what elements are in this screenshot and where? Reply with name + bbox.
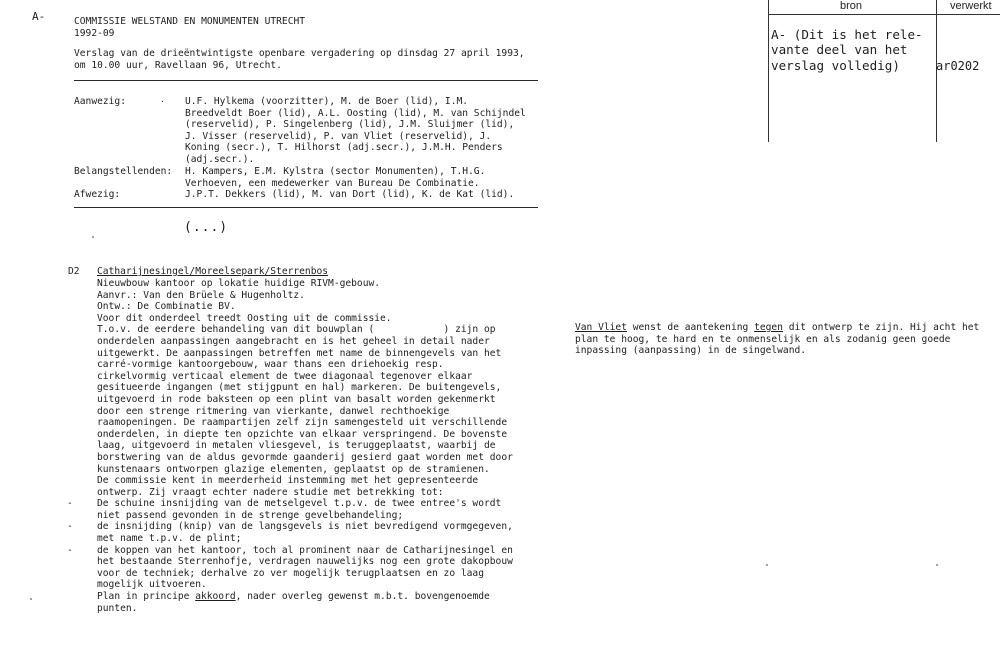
stakeholders-line: H. Kampers, E.M. Kylstra (sector Monumenten), T.H.G. [185,166,486,177]
bullet-dash: - [67,544,73,556]
present-line: (adj.secr.). [185,153,255,165]
note-verdict: tegen [754,322,783,333]
minority-note-line [575,322,979,334]
source-table [768,0,1000,142]
bullet-line: met name t.p.v. de plint; [97,533,242,545]
header-divider [74,80,538,81]
bron-cell [771,27,923,73]
body-line: Ontw.: De Combinatie BV. [97,301,236,313]
minority-note-line: inpassing (aanpassing) in de singelwand. [575,345,807,357]
bullet-dash: - [67,521,73,533]
report-number: 1992-09 [74,28,115,39]
scan-speck [30,598,32,600]
minority-note-line: plan te hoog, te hard en te onmenselijk en als zodanig geen goede [575,333,951,345]
omission-marker: (...) [184,220,229,235]
bullet-line: het bestaande Sterrenhofje, verdragen nauwelijks nog een grote dakopbouw [97,556,513,568]
item-body [67,278,513,614]
body-line: uitgewerkt. De aanpassingen betreffen met name de binnengevels van het [97,347,502,359]
absent-label: Afwezig: [74,189,121,200]
conclusion-post: , nader overleg gewenst m.b.t. bovengenoemde [235,591,490,603]
org-name: COMMISSIE WELSTAND EN MONUMENTEN UTRECHT [74,16,306,27]
stakeholders-line: Verhoeven, een medewerker van Bureau De Combinatie. [185,177,480,189]
body-line: borstwering van de aldus gevormde gaanderij gesierd gaat worden met door [97,451,513,463]
present-line: J. Visser (reservelid), P. van Vliet (reservelid), J. [185,130,492,142]
verwerkt-header: verwerkt [950,0,992,12]
body-line: uitgevoerd in rode baksteen op een plint van basalt worden gekenmerkt [97,393,496,405]
conclusion-pre: Plan in principe [97,591,196,603]
body-line: onderdelen aanpassingen aangebracht en is het geheel in detail nader [97,335,490,347]
bullet-line: niet passend gevonden in de strenge gevelbehandeling; [97,509,404,521]
conclusion-line [97,591,513,603]
conclusion-verdict: akkoord [195,591,236,603]
body-line: kunstenaars ontworpen glazige elementen, geplaatst op de stramienen. [97,463,490,475]
note-post: dit ontwerp te zijn. Hij acht het [782,322,980,333]
body-line: laag, uitgevoerd in metalen vliesgevel, is teruggeplaatst, waarbij de [97,440,496,452]
verwerkt-cell: ar0202 [936,59,980,73]
bron-line: A- (Dit is het rele- [771,27,923,42]
present-line: (reservelid), P. Singelenberg (lid), J.M. Sluijmer (lid), [185,119,515,131]
body-line: Aanvr.: Van den Brüele & Hugenholtz. [97,289,305,301]
table-header-rule [768,14,1000,15]
item-title: Catharijnesingel/Moreelsepark/Sterrenbos [97,266,329,277]
bullet-item [67,544,513,591]
bullet-line: mogelijk uitvoeren. [97,579,207,591]
body-line: cirkelvormig verticaal element de twee diagonaal tegenover elkaar [97,370,473,382]
body-line: door een strenge ritmering van vierkante, danwel rechthoekige [97,405,450,417]
body-line: ontwerp. Zij vraagt echter nadere studie met betrekking tot: [97,486,444,498]
bullet-line: De schuine insnijding van de metselgevel t.p.v. de twee entree's wordt [97,498,502,510]
body-line: raamopeningen. De raampartijen zelf zijn samengesteld uit verschillende [97,417,508,429]
table-border-left [768,0,769,142]
body-line: De commissie kent in meerderheid instemming met het gepresenteerde [97,475,479,487]
stakeholders-label: Belangstellenden: [74,166,173,177]
present-line: Koning (secr.), T. Hilhorst (adj.secr.), J.M.H. Penders [185,142,503,154]
conclusion-line-2: punten. [97,602,138,614]
present-line: U.F. Hylkema (voorzitter), M. de Boer (lid), I.M. [185,96,469,107]
member-name: Van Vliet [575,322,627,333]
bullet-line: de koppen van het kantoor, toch al prominent naar de Catharijnesingel en [97,544,513,556]
body-line: gesitueerde ingangen (met stijgpunt en hal) markeren. De buitengevels, [97,382,502,394]
tick-mark: . [160,95,165,104]
bron-line: vante deel van het [771,42,908,58]
scan-speck [936,564,938,566]
present-line: Breedveldt Boer (lid), A.L. Oosting (lid), M. van Schijndel [185,107,526,119]
scan-speck [92,236,94,238]
meeting-line-2: om 10.00 uur, Ravellaan 96, Utrecht. [74,60,282,71]
minority-note [575,322,979,357]
scan-speck [766,564,768,566]
bullet-item [67,521,513,545]
note-pre: wenst de aantekening [626,322,755,333]
bron-line: verslag volledig) [771,57,900,73]
bullet-line: de insnijding (knip) van de langsgevels is niet bevredigend vormgegeven, [97,521,513,533]
body-line: carré-vormige kantoorgebouw, waar thans een driehoekig resp. [97,359,444,371]
absent-line: J.P.T. Dekkers (lid), M. van Dort (lid), K. de Kat (lid). [185,189,515,200]
meeting-line-1: Verslag van de drieëntwintigste openbare vergadering op dinsdag 27 april 1993, [74,48,525,59]
stakeholders-list [185,166,485,189]
attendance-divider [74,207,538,208]
margin-mark: A- [32,10,46,23]
item-code: D2 [68,266,80,277]
present-label: Aanwezig: [74,96,126,107]
bullet-line: voor de techniek; derhalve zo ver mogelijk terugplaatsen en zo laag [97,567,484,579]
bron-header: bron [840,0,863,12]
bullet-dash: - [67,498,73,510]
body-line: T.o.v. de eerdere behandeling van dit bouwplan ( ) zijn op [97,324,496,336]
bullet-item [67,498,513,521]
body-line: Nieuwbouw kantoor op lokatie huidige RIVM-gebouw. [97,278,381,289]
body-line: Voor dit onderdeel treedt Oosting uit de commissie. [97,312,392,324]
body-line: onderdelen, in diepte ten opzichte van elkaar verspringend. De bovenste [97,428,508,440]
present-list [185,96,526,166]
